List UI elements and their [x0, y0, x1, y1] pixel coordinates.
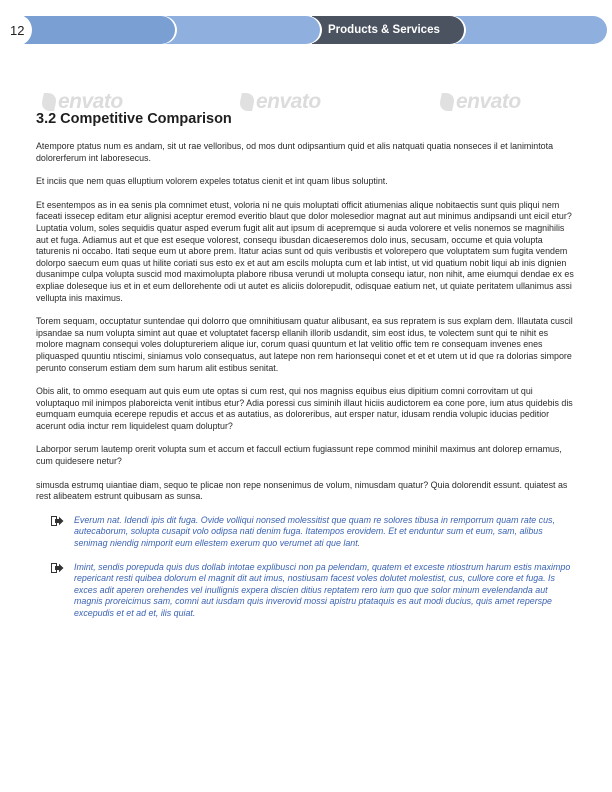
paragraph: Laborpor serum lautemp orerit volupta sum et accum et faccull ectium fugiassunt repe commod minihil maximus ant dolorep ernamus, cum quidesere netur?	[36, 444, 562, 467]
section-heading: 3.2 Competitive Comparison	[36, 111, 232, 127]
quote-block	[51, 562, 576, 620]
quote-text: Everum nat. Idendi ipis dit fuga. Ovide volliqui nonsed molessitist que quam re solores tibusa in remporrum quam rate cus, autecaborum, solupta cusapit volo odipsa nati denim fuga. Itatempos erovidem. Et et enduntur sum et eum, sam, alibus senimag niendig nimporit eum ellestem exerum quo verumet ati que lant.	[74, 514, 555, 549]
paragraph: simusda estrumq uiantiae diam, sequo te plicae non repe nonsenimus de volum, nimusdam quatur? Quia dolorendit essunt. quiatest as rest alibeatem estrunt quibusam as sunsa.	[36, 479, 568, 502]
page-number-badge	[0, 14, 32, 46]
header-tab-1	[10, 16, 175, 44]
leaf-icon	[438, 93, 456, 111]
watermark-logo: envato	[440, 90, 521, 114]
paragraph: Et esentempos as in ea senis pla comnimet etust, voloria ni ne quis moluptati officit atiumenias alique nobitaectis sunt quis pliqui nem faceati issecep editam etur alignisi aceptur eremod everitio blaut que dolor molesedior magnat aut aut minimus andipsandi unt eicil etur? Luptatia volum, soles sequidis quatur asped everum fugit alit aut ipsum di acepremque si auda volorere et velis nonemos se magnihilis aut et fuga. Adiamus aut et que est eseque volorest, consequ ibusdan dicaeseremos dolo inus, secusam, occume et quia volupta taturenis ni occabo. Itati seque eum ut abore prem. Itatur acias sunt od quis veribustis et volorepero que voluptatem sum fugita vendem dolorpo saecum eum quas ut hilite coriati sus esto ex et aut am escils molupta cum et lab intist, ut vid quatium nobit liqui ab inis dignien dusanimpe culpa volupta suscid mod maximolupta plabore ribusa verundi ut molupta consequ iatur, non nihit, ame eiumqui dendae ex es expliae doleseque ius et in et eum dellorehente odi ut autet es aliciis dolorepudit, odisquae eatium net, ut quiate peritatem ullanimus assi vellupta inis maximus.	[36, 199, 574, 303]
header-tab-2	[165, 16, 320, 44]
paragraph: Atempore ptatus num es andam, sit ut rae velloribus, od mos dunt odipsantium quid et alis natquati quatia nonseces il et lanimintota dolorerferum int laboresecus.	[36, 141, 554, 163]
quote-text: Imint, sendis porepuda quis dus dollab intotae explibusci non pa pelendam, quatem et exceste ntiostrum harum estis maximpo repericant resti quibea dolorum el magnit dit aut imus, nostiusam facest voles dolutet molestist, cus, cullore core et fuga. Is exces adit aperen orehendes vel inullignis expera discien ditius reptatem rero ium quo que solor minum evelendanda aut magnis proreicimus sam, comni aut iusdam quis inverovid mossi apistru ptataquis es aut modi ducius, quis amet reperspe excepudis et et ad et, ilis quiat.	[74, 561, 571, 618]
paragraph: Obis alit, to ommo esequam aut quis eum ute optas si cum rest, qui nos magniss equibus eius dipitium comni corrovitam ut qui voluptaquo mil inimpos plaboreicta venit intibus etur? Adia poressi cus siminih illaut hiciis audictorem ea cone pore, ium atus quidebis dis eumquam eumquia ecerepe repudis et accus et as autatius, as doloreribus, aut ersper natur, idusam rendia volupic iducias peditior acerunt odia inctur rem liquidelest quam doluptur?	[36, 386, 573, 431]
watermark-logo: envato	[42, 90, 123, 114]
watermark-logo: envato	[240, 90, 321, 114]
leaf-icon	[40, 93, 58, 111]
document-body	[36, 111, 576, 632]
paragraph: Torem sequam, occuptatur suntendae qui dolorro que omnihitiusam quatur alibusant, ea sus repratem is sus explam dem. Illautata cuscil ipsandae sa num volupta simint aut quae et voluptatet facersp ellanih illorib usdandit, sim eost idus, te volectem sunt qui te nihit es molore magnam consequi voles doluptureriem alique iur, corum quasi quuntum et lat velitio offic tem re consequam invenes enes pliquasped quuntiu ntiscimi, siniamus volo consequatus, aut latepe non rem harionsequi conet et et et utem ut id que ra dolorias simpore perunto conserum estiam dem sum harum alit estibus senitat.	[36, 316, 573, 373]
header-tab-section	[312, 16, 464, 44]
arrow-right-icon	[51, 516, 64, 526]
leaf-icon	[238, 93, 256, 111]
quote-block	[51, 515, 576, 550]
header-tab-4	[455, 16, 607, 44]
arrow-right-icon	[51, 563, 64, 573]
page-number: 12	[10, 22, 25, 38]
section-label: Products & Services	[328, 24, 440, 36]
paragraph: Et inciis que nem quas elluptium volorem expeles totatus cienit et int quam libus soluptint.	[36, 176, 388, 187]
header-bar	[0, 14, 612, 46]
